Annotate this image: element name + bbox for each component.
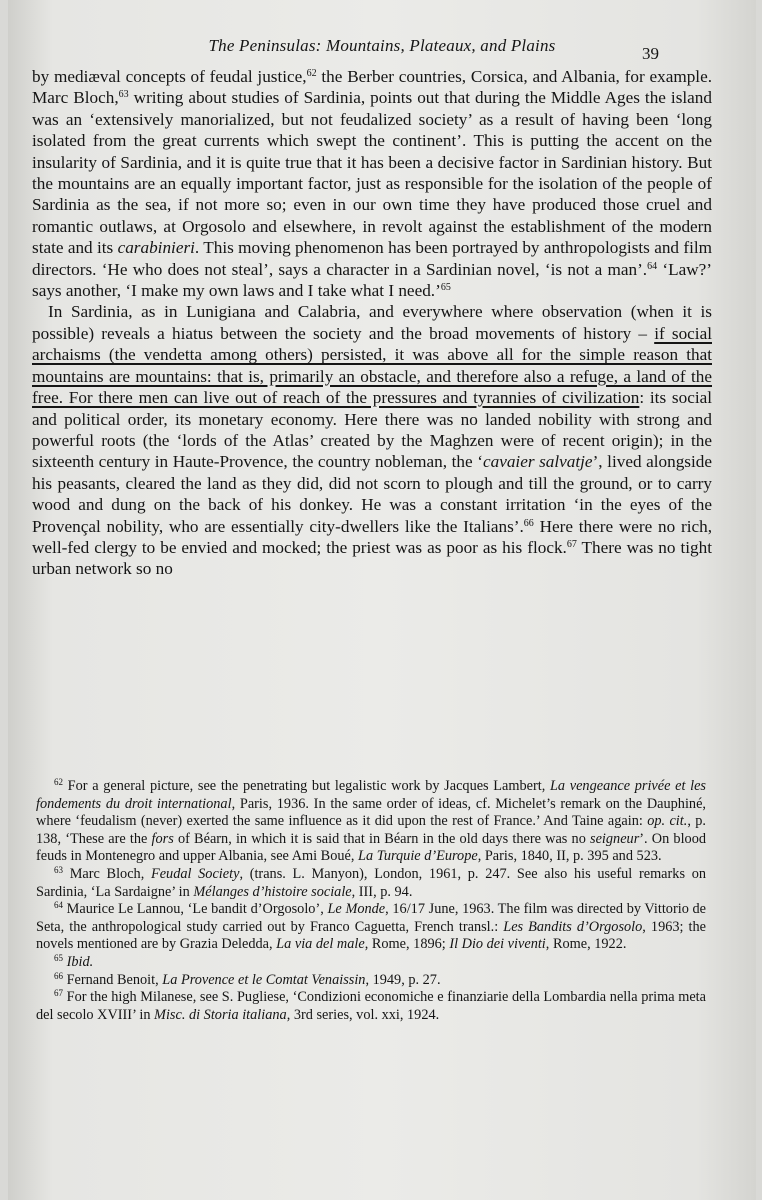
text-run: ‘Law?’ says another, ‘I make my own laws and I take what I need.’ [32, 259, 712, 301]
note-reference: 62 [54, 777, 63, 787]
note-reference: 63 [54, 864, 63, 875]
text-run: ’. On blood feuds in Montenegro and upper Albania, see Ami Boué, [36, 830, 706, 865]
italic-run: La Provence et le Comtat Venaissin [162, 971, 366, 988]
note-reference: 65 [54, 952, 63, 963]
text-run: , III, p. 94. [351, 883, 413, 900]
footnote-65 [36, 954, 706, 972]
text-run: Fernand Benoit, [63, 971, 163, 988]
italic-run: cavaier salvatje [482, 452, 593, 472]
text-run: For the high Milanese, see S. Pugliese, ‘Condizioni economiche e finanziarie della Lombardia nella prima meta del secolo XVIII’ in [36, 989, 706, 1023]
text-run: For a general picture, see the penetrating but legalistic work by Jacques Lambert, [63, 778, 550, 794]
italic-run: Feudal Society [150, 865, 240, 882]
note-reference: 64 [647, 260, 658, 272]
italic-run: Mélanges d’histoire sociale [193, 883, 352, 900]
text-run: , Paris, 1840, II, p. 395 and 523. [477, 848, 662, 865]
italic-run: La vengeance privée et les fondements du droit international [36, 778, 706, 812]
italic-run: Ibid. [66, 953, 94, 970]
text-run: : its social and political order, its monetary economy. Here there was no landed nobility with strong and powerful roots (the ‘lords of the Atlas’ created by the Maghzen were of recent origin); in the sixteenth century in Haute-Provence, the country nobleman, the ‘ [32, 388, 713, 472]
text-run: , Paris, 1936. In the same order of ideas, cf. Michelet’s remark on the Dauphiné, where ‘feudalism (never) exerted the same influence as it did upon the rest of France.’ And Taine again: [36, 795, 706, 830]
note-reference: 63 [118, 89, 129, 101]
italic-run: carabinieri [117, 238, 195, 258]
italic-run: fors [151, 830, 174, 847]
text-run: , p. 138, ‘These are the [36, 813, 707, 847]
italic-run: Misc. di Storia italiana [154, 1006, 287, 1023]
note-reference: 65 [440, 282, 451, 294]
note-reference: 66 [54, 970, 63, 981]
text-run: , 1949, p. 27. [365, 971, 441, 988]
italic-run: op. cit. [647, 813, 688, 830]
book-page [8, 0, 756, 1200]
footnotes [36, 778, 706, 1024]
footnote-62 [36, 778, 706, 866]
footnote-63 [36, 866, 706, 901]
note-reference: 62 [306, 68, 317, 79]
footnote-67 [36, 989, 706, 1024]
text-run: In Sardinia, as in Lunigiana and Calabria, and everywhere where observation (when it is possible) reveals a hiatus between the society and the broad movements of history – [32, 302, 712, 343]
page-number: 39 [642, 44, 659, 63]
text-run: . This moving phenomenon has been portrayed by anthropologists and film directors. ‘He who does not steal’, says a character in a Sardinian novel, ‘is not a man’. [32, 238, 712, 279]
text-run: , (trans. L. Manyon), London, 1961, p. 247. See also his useful remarks on Sardinia, ‘La Sardaigne’ in [36, 865, 706, 900]
note-reference: 67 [54, 988, 63, 999]
italic-run: La Turquie d’Europe [358, 848, 478, 865]
italic-run: seigneur [590, 830, 640, 847]
text-run: , 1963; the novels mentioned are by Grazia Deledda, [36, 918, 706, 953]
text-run: ’, lived alongside his peasants, cleared the land as they did, did not scorn to plough and till the ground, or to carry wood and dung on the back of his donkey. He was a constant irritation ‘in the eyes of the Provençal nobility, who are essentially city-dwellers like the Italians’. [32, 452, 712, 536]
text-run: Marc Bloch, [63, 865, 151, 882]
note-reference: 66 [523, 517, 534, 529]
text-run: , Rome, 1922. [545, 936, 627, 953]
italic-run: Les Bandits d’Orgosolo [503, 918, 643, 935]
note-reference: 64 [54, 900, 63, 911]
running-header: The Peninsulas: Mountains, Plateaux, and Plains [208, 36, 556, 55]
text-run: There was no tight urban network so no [32, 537, 712, 579]
paragraph-2 [32, 301, 712, 579]
italic-run: Il Dio dei viventi [449, 936, 546, 953]
text-run: writing about studies of Sardinia, points out that during the Middle Ages the island was an ‘extensively manorialized, but not feudalized society’ as a result of having been ‘long isolated from the great currents which swept the continent’. This is putting the accent on the insularity of Sardinia, and it is quite true that it has been a decisive factor in Sardinian history. But the mountains are an equally important factor, just as responsible for the isolation of the people of Sardinia as the sea, if not more so; even in our own time they have produced those cruel and romantic outlaws, at Orgosolo and elsewhere, in revolt against the establishment of the modern state and its [32, 88, 712, 258]
text-run: , 16/17 June, 1963. The film was directed by Vittorio de Seta, the anthropological study carried out by Franco Caguetta, French transl.: [36, 901, 707, 935]
text-run: , 3rd series, vol. xxi, 1924. [286, 1006, 440, 1023]
italic-run: Le Monde [327, 901, 386, 918]
text-run: by mediæval concepts of feudal justice, [32, 67, 307, 86]
main-text [32, 66, 712, 580]
note-reference: 67 [566, 538, 577, 550]
footnote-66 [36, 972, 706, 990]
footnote-64 [36, 901, 706, 954]
paragraph-1 [32, 66, 712, 301]
text-run: the Berber countries, Corsica, and Albania, for example. Marc Bloch, [32, 67, 713, 108]
text-run: , Rome, 1896; [364, 936, 450, 953]
text-run: Here there were no rich, well-fed clergy to be envied and mocked; the priest was as poor as his flock. [32, 516, 712, 557]
text-run: of Béarn, in which it is said that in Béarn in the old days there was no [173, 830, 591, 847]
text-run: Maurice Le Lannou, ‘Le bandit d’Orgosolo’, [63, 901, 328, 918]
italic-run: La via del male [276, 936, 365, 953]
underlined-passage: if social archaisms (the vendetta among others) persisted, it was above all for the simple reason that mountains are mountains: that is, primarily an obstacle, and therefore also a refuge, a land of the free. For there men can live out of reach of the pressures and tyrannies of civilization [32, 323, 712, 408]
